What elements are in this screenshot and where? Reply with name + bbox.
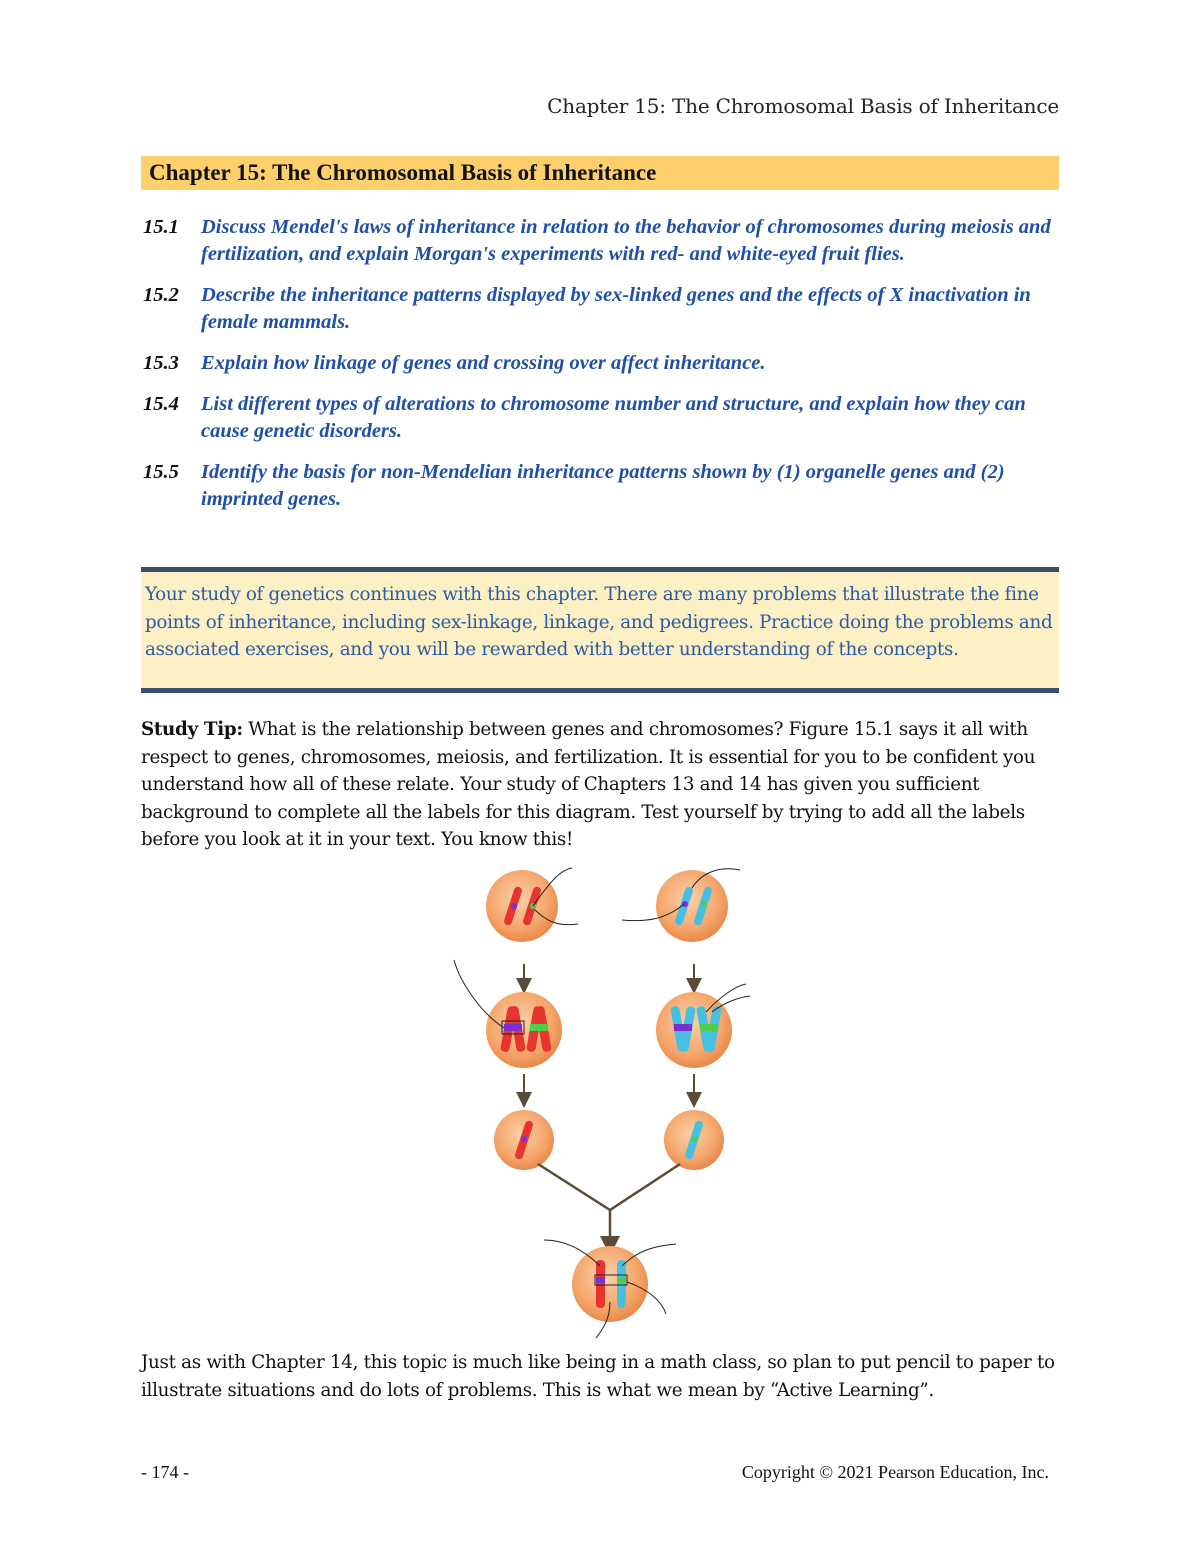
running-head: Chapter 15: The Chromosomal Basis of Inheritance: [547, 94, 1059, 118]
objective-text: Describe the inheritance patterns displayed by sex-linked genes and the effects of X inactivation in female mammals.: [201, 284, 1031, 333]
chapter-title-banner: Chapter 15: The Chromosomal Basis of Inheritance: [141, 156, 1059, 190]
page-number: - 174 -: [141, 1462, 189, 1482]
study-tip-text: What is the relationship between genes and chromosomes? Figure 15.1 says it all with respect to genes, chromosomes, meiosis, and fertilization. It is essential for you to be confident you understand how all of these relate. Your study of Chapters 13 and 14 has given you sufficient background to complete all the labels for this diagram. Test yourself by trying to add all the labels before you look at it in your text. You know this!: [141, 719, 1036, 850]
objective-number: 15.3: [143, 352, 179, 374]
study-tip-label: Study Tip:: [141, 719, 243, 740]
intro-callout: [141, 567, 1059, 693]
objective-number: 15.1: [143, 216, 179, 238]
fertilization-lines: [538, 1164, 680, 1210]
gene-marker: [691, 1136, 697, 1142]
zygote-cell: [572, 1246, 648, 1322]
study-tip-paragraph: [141, 716, 1059, 854]
objective-text: List different types of alterations to chromosome number and structure, and explain how they can cause genetic disorders.: [201, 393, 1026, 442]
objective-item: [143, 214, 1053, 268]
closing-paragraph: Just as with Chapter 14, this topic is much like being in a math class, so plan to put pencil to paper to illustrate situations and do lots of problems. This is what we mean by “Active Learning”.: [141, 1352, 1055, 1401]
objective-text: Discuss Mendel's laws of inheritance in relation to the behavior of chromosomes during meiosis and fertilization, and explain Morgan's experiments with red- and white-eyed fruit flies.: [201, 216, 1051, 265]
objective-text: Explain how linkage of genes and crossing over affect inheritance.: [201, 352, 766, 374]
cell-parent-1: [486, 870, 558, 942]
objective-number: 15.5: [143, 461, 179, 483]
objective-number: 15.2: [143, 284, 179, 306]
intro-text: Your study of genetics continues with this chapter. There are many problems that illustrate the fine points of inheritance, including sex-linkage, linkage, and pedigrees. Practice doing the problems and associated exercises, and you will be rewarded with better understanding of the concepts.: [145, 584, 1053, 660]
learning-objectives: [143, 214, 1053, 527]
gene-marker: [521, 1136, 527, 1142]
objective-item: [143, 350, 1053, 377]
objective-item: [143, 282, 1053, 336]
objective-item: [143, 391, 1053, 445]
objective-item: [143, 459, 1053, 513]
cell-meiosis-2: [656, 992, 732, 1068]
copyright-notice: Copyright © 2021 Pearson Education, Inc.: [741, 1462, 1049, 1482]
figure-15-1-diagram: [440, 862, 770, 1342]
cell-parent-2: [656, 870, 728, 942]
objective-text: Identify the basis for non-Mendelian inheritance patterns shown by (1) organelle genes and (2) imprinted genes.: [201, 461, 1005, 510]
objective-number: 15.4: [143, 393, 179, 415]
